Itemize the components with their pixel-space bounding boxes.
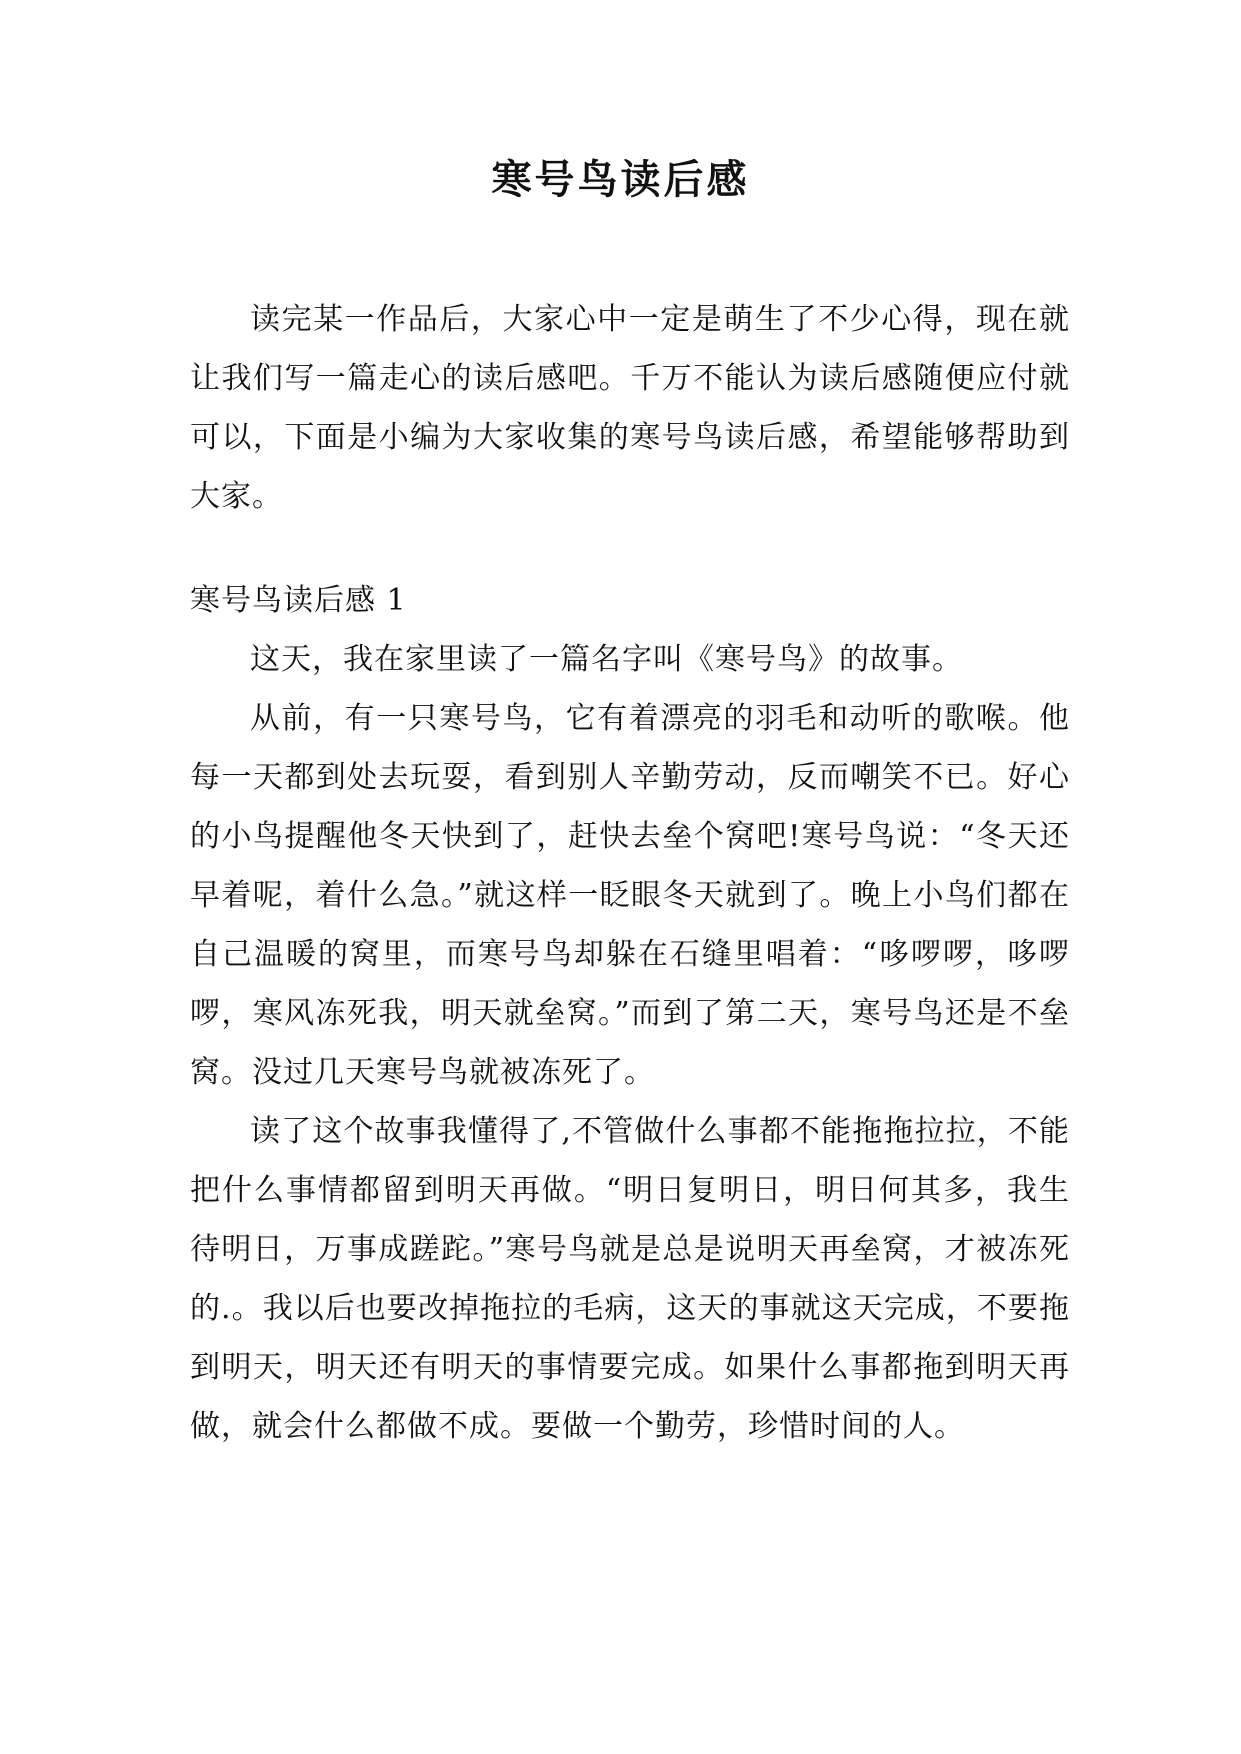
section-heading: 寒号鸟读后感 1 <box>190 583 407 618</box>
body-paragraph: 从前，有一只寒号鸟，它有着漂亮的羽毛和动听的歌喉。他每一天都到处去玩耍，看到别人辛勤劳动，反而嘲笑不已。好心的小鸟提醒他冬天快到了，赶快去垒个窝吧!寒号鸟说：“冬天还早着呢，着什么急。”就这样一眨眼冬天就到了。晚上小鸟们都在自己温暖的窝里，而寒号鸟却躲在石缝里唱着：“哆啰啰，哆啰啰，寒风冻死我，明天就垒窝。”而到了第二天，寒号鸟还是不垒窝。没过几天寒号鸟就被冻死了。 <box>190 701 1070 1090</box>
document-body <box>190 290 1070 1456</box>
intro-paragraph: 读完某一作品后，大家心中一定是萌生了不少心得，现在就让我们写一篇走心的读后感吧。千万不能认为读后感随便应付就可以，下面是小编为大家收集的寒号鸟读后感，希望能够帮助到大家。 <box>190 302 1070 514</box>
body-paragraph: 读了这个故事我懂得了,不管做什么事都不能拖拖拉拉，不能把什么事情都留到明天再做。“明日复明日，明日何其多，我生待明日，万事成蹉跎。”寒号鸟就是总是说明天再垒窝，才被冻死的.。我以后也要改掉拖拉的毛病，这天的事就这天完成，不要拖到明天，明天还有明天的事情要完成。如果什么事都拖到明天再做，就会什么都做不成。要做一个勤劳，珍惜时间的人。 <box>190 1114 1070 1444</box>
body-paragraph: 这天，我在家里读了一篇名字叫《寒号鸟》的故事。 <box>250 642 963 677</box>
document-title: 寒号鸟读后感 <box>491 156 750 203</box>
